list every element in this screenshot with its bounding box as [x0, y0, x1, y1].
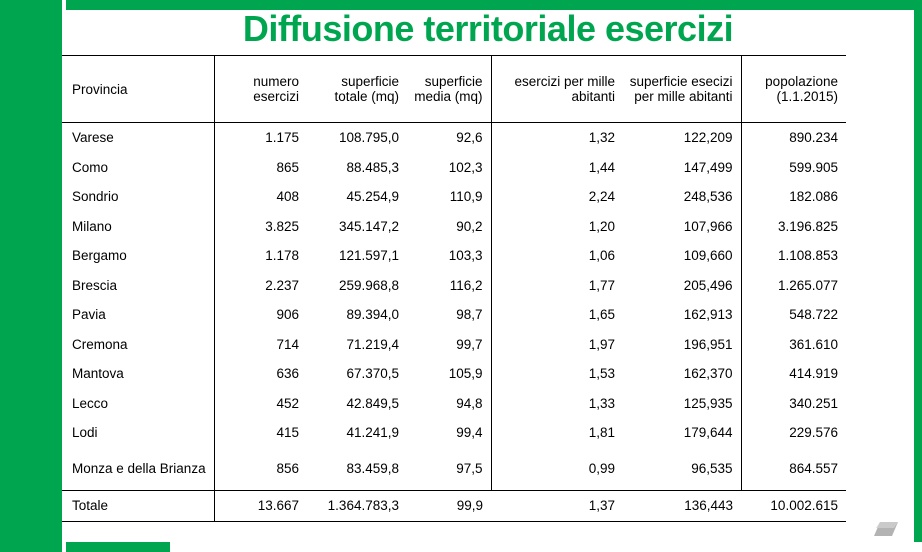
cell-superficie-totale: 108.795,0	[338, 130, 399, 146]
cell-superficie-totale: 88.485,3	[346, 159, 399, 175]
cell-popolazione: 1.265.077	[777, 277, 838, 293]
cell-provincia: Varese	[62, 123, 214, 153]
cell-esercizi-per-mille: 1,77	[588, 277, 615, 293]
cell-superficie-media: 116,2	[407, 271, 491, 301]
cell-esercizi-per-mille: 2,24	[588, 189, 615, 205]
cell-provincia: Sondrio	[62, 182, 214, 212]
cell-numero: 906	[276, 307, 299, 323]
cell-superficie-media: 97,5	[407, 448, 491, 491]
cell-superficie-per-mille: 147,499	[623, 153, 741, 183]
cell-superficie-per-mille: 179,644	[623, 418, 741, 448]
cell-superficie-totale: 121.597,1	[338, 248, 399, 264]
cell-superficie-media: 92,6	[407, 123, 491, 153]
cell-numero: 865	[276, 159, 299, 175]
cell-numero: 856	[276, 461, 299, 476]
cell-superficie-media: 98,7	[407, 300, 491, 330]
cell-total-superficie-totale: 1.364.783,3	[307, 490, 407, 521]
cell-superficie-per-mille: 122,209	[623, 123, 741, 153]
column-header-superficie-esercizi-per-mille-abitanti: superficie esecizi per mille abitanti	[623, 56, 741, 123]
table-row	[62, 448, 846, 491]
table-row	[62, 123, 846, 153]
table-row	[62, 241, 846, 271]
cell-numero: 714	[276, 336, 299, 352]
cell-numero: 2.237	[265, 277, 299, 293]
cell-provincia: Mantova	[62, 359, 214, 389]
cell-esercizi-per-mille: 1,97	[588, 336, 615, 352]
cell-esercizi-per-mille: 1,53	[588, 366, 615, 382]
column-header-provincia: Provincia	[62, 56, 214, 123]
cell-numero: 3.825	[265, 218, 299, 234]
cell-numero: 452	[276, 395, 299, 411]
table-header	[62, 56, 846, 123]
cell-popolazione: 1.108.853	[777, 248, 838, 264]
cell-provincia: Cremona	[62, 330, 214, 360]
cell-total-superficie-media: 99,9	[407, 490, 491, 521]
cell-superficie-totale: 83.459,8	[346, 461, 399, 476]
cell-superficie-totale: 89.394,0	[346, 307, 399, 323]
cell-superficie-per-mille: 162,370	[623, 359, 741, 389]
cell-superficie-media: 102,3	[407, 153, 491, 183]
cell-numero: 408	[276, 189, 299, 205]
cell-provincia: Milano	[62, 212, 214, 242]
cell-superficie-per-mille: 125,935	[623, 389, 741, 419]
cell-superficie-per-mille: 196,951	[623, 330, 741, 360]
table-row	[62, 300, 846, 330]
cell-provincia: Bergamo	[62, 241, 214, 271]
table-row	[62, 418, 846, 448]
table-row	[62, 182, 846, 212]
cell-numero: 1.178	[265, 248, 299, 264]
table-row	[62, 271, 846, 301]
frame-bottom-green-bar	[0, 542, 170, 552]
cell-superficie-totale: 41.241,9	[346, 425, 399, 441]
cell-total-numero: 13.667	[214, 490, 307, 521]
cell-popolazione: 890.234	[789, 130, 838, 146]
cell-numero: 636	[276, 366, 299, 382]
cell-total-esercizi-per-mille: 1,37	[491, 490, 623, 521]
cell-superficie-per-mille: 109,660	[623, 241, 741, 271]
page-corner-icon	[872, 518, 900, 538]
diffusione-territoriale-table	[62, 55, 846, 522]
table-row	[62, 212, 846, 242]
cell-provincia: Lodi	[62, 418, 214, 448]
cell-superficie-media: 105,9	[407, 359, 491, 389]
cell-esercizi-per-mille: 0,99	[588, 461, 615, 476]
cell-superficie-media: 99,4	[407, 418, 491, 448]
cell-superficie-media: 103,3	[407, 241, 491, 271]
cell-popolazione: 229.576	[789, 425, 838, 441]
cell-popolazione: 182.086	[789, 189, 838, 205]
table-body	[62, 123, 846, 522]
table-total-row	[62, 490, 846, 521]
cell-esercizi-per-mille: 1,06	[588, 248, 615, 264]
cell-superficie-media: 110,9	[407, 182, 491, 212]
cell-superficie-per-mille: 96,535	[623, 448, 741, 491]
cell-esercizi-per-mille: 1,33	[588, 395, 615, 411]
column-header-popolazione: popolazione (1.1.2015)	[741, 56, 846, 123]
cell-popolazione: 548.722	[789, 307, 838, 323]
frame-left-bar	[0, 0, 62, 552]
cell-numero: 415	[276, 425, 299, 441]
cell-popolazione: 414.919	[789, 366, 838, 382]
table-header-row	[62, 56, 846, 123]
cell-total-popolazione: 10.002.615	[741, 490, 846, 521]
cell-esercizi-per-mille: 1,81	[588, 425, 615, 441]
cell-popolazione: 864.557	[789, 461, 838, 476]
cell-popolazione: 3.196.825	[777, 218, 838, 234]
cell-superficie-media: 94,8	[407, 389, 491, 419]
table-row	[62, 330, 846, 360]
cell-total-superficie-per-mille: 136,443	[623, 490, 741, 521]
data-table-container	[62, 55, 846, 522]
cell-superficie-per-mille: 205,496	[623, 271, 741, 301]
cell-numero: 1.175	[265, 130, 299, 146]
cell-popolazione: 361.610	[789, 336, 838, 352]
cell-provincia: Brescia	[62, 271, 214, 301]
cell-superficie-per-mille: 107,966	[623, 212, 741, 242]
cell-superficie-per-mille: 248,536	[623, 182, 741, 212]
cell-provincia: Lecco	[62, 389, 214, 419]
cell-superficie-per-mille: 162,913	[623, 300, 741, 330]
cell-superficie-totale: 45.254,9	[346, 189, 399, 205]
frame-right-bar	[914, 0, 922, 552]
cell-esercizi-per-mille: 1,20	[588, 218, 615, 234]
table-row	[62, 153, 846, 183]
cell-provincia: Como	[62, 153, 214, 183]
page-title: Diffusione territoriale esercizi	[242, 8, 734, 49]
column-header-superficie-totale: superficie totale (mq)	[307, 56, 407, 123]
cell-popolazione: 340.251	[789, 395, 838, 411]
cell-esercizi-per-mille: 1,32	[588, 130, 615, 146]
cell-superficie-totale: 71.219,4	[346, 336, 399, 352]
cell-total-label: Totale	[62, 490, 214, 521]
cell-superficie-media: 90,2	[407, 212, 491, 242]
cell-esercizi-per-mille: 1,44	[588, 159, 615, 175]
cell-provincia: Monza e della Brianza	[62, 448, 214, 491]
table-row	[62, 359, 846, 389]
cell-superficie-totale: 259.968,8	[338, 277, 399, 293]
cell-popolazione: 599.905	[789, 159, 838, 175]
cell-superficie-totale: 42.849,5	[346, 395, 399, 411]
cell-superficie-media: 99,7	[407, 330, 491, 360]
column-header-numero-esercizi: numero esercizi	[214, 56, 307, 123]
cell-superficie-totale: 67.370,5	[346, 366, 399, 382]
cell-provincia: Pavia	[62, 300, 214, 330]
column-header-esercizi-per-mille-abitanti: esercizi per mille abitanti	[491, 56, 623, 123]
cell-esercizi-per-mille: 1,65	[588, 307, 615, 323]
table-row	[62, 389, 846, 419]
cell-superficie-totale: 345.147,2	[338, 218, 399, 234]
column-header-superficie-media: superficie media (mq)	[407, 56, 491, 123]
